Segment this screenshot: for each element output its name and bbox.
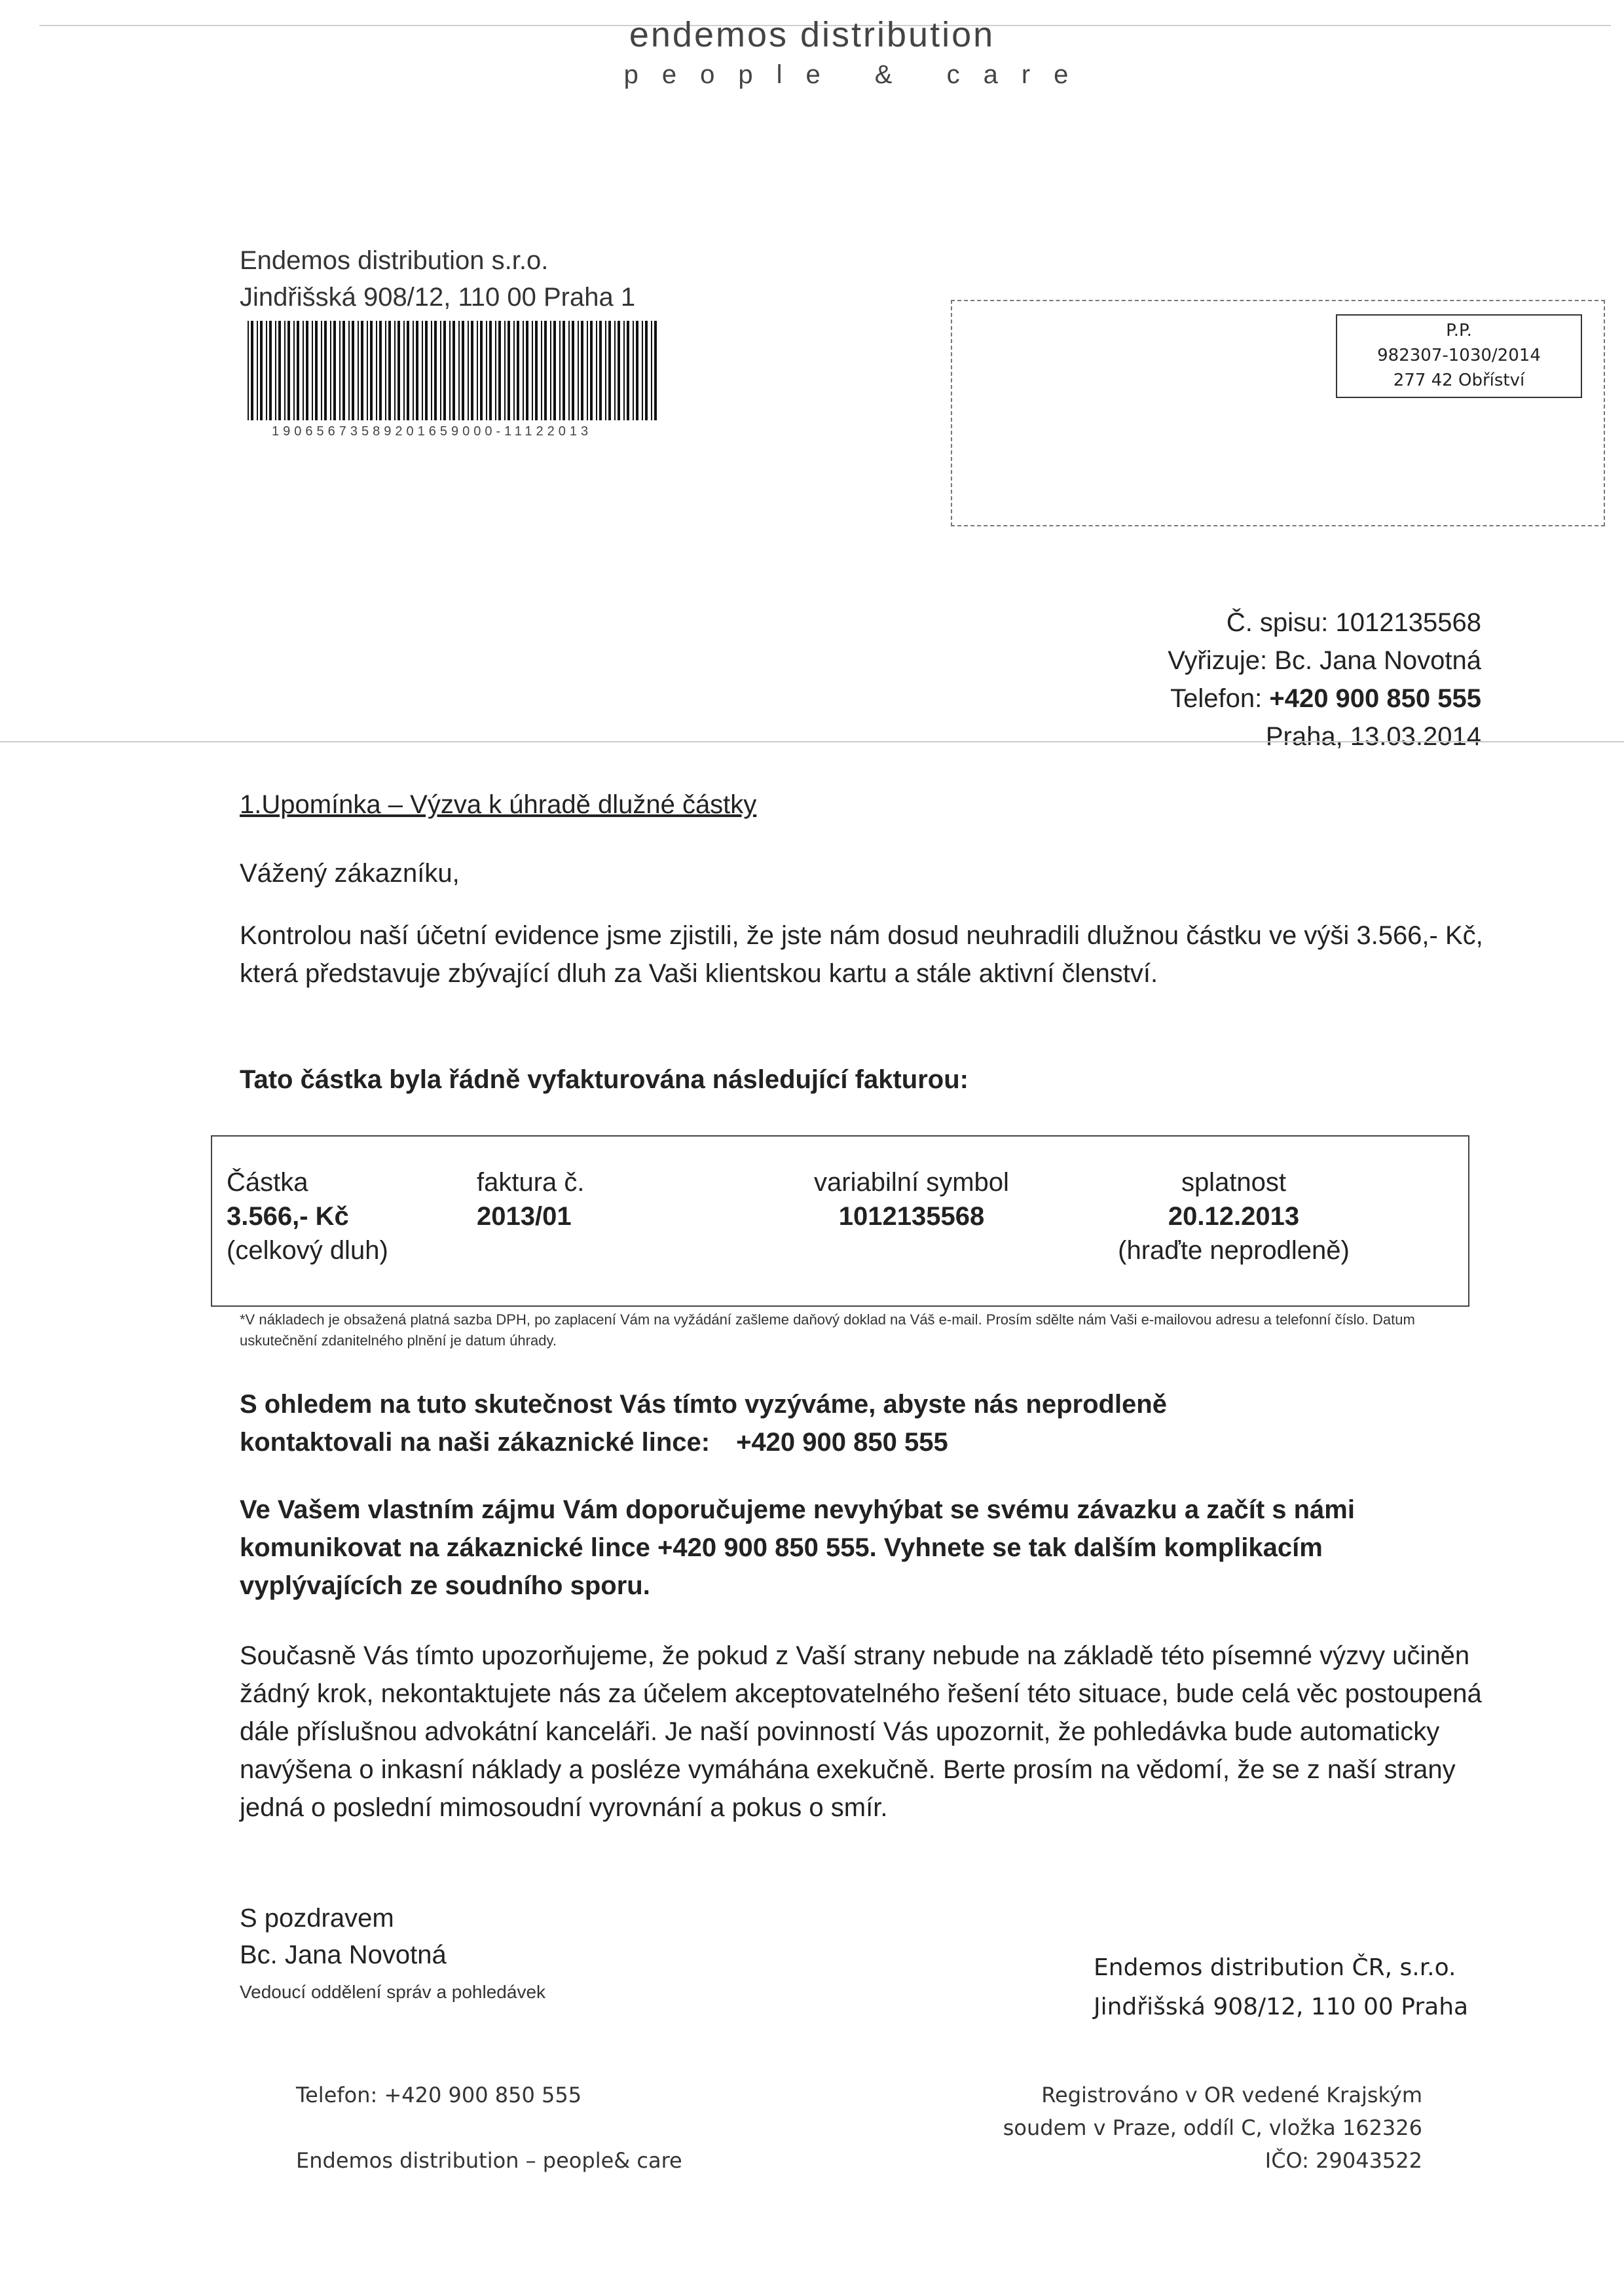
footer-registration-2: soudem v Praze, oddíl C, vložka 162326 <box>1003 2115 1422 2140</box>
phone-label: Telefon: <box>1170 684 1263 713</box>
footer-registration: Registrováno v OR vedené Krajským <box>1041 2083 1422 2107</box>
company-name: Endemos distribution ČR, s.r.o. <box>1094 1954 1456 1981</box>
footer-brand: Endemos distribution – people& care <box>296 2148 682 2173</box>
amount-label: Částka <box>227 1168 308 1197</box>
intro-paragraph: Kontrolou naší účetní evidence jsme zjistili, že jste nám dosud neuhradili dlužnou částku ve výši 3.566,- Kč, která představuje zbývající dluh za Vaši klientskou kartu a stále aktivní členství. <box>240 921 1483 988</box>
scan-line <box>0 741 1624 742</box>
barcode <box>248 321 663 420</box>
vs-label: variabilní symbol <box>814 1168 1009 1197</box>
closing-block <box>240 1900 447 1973</box>
phone-number: +420 900 850 555 <box>1269 684 1481 713</box>
due-note: (hraďte neprodleně) <box>1118 1236 1350 1265</box>
barcode-digits: 19065673589201659000-11122013 <box>272 424 593 439</box>
amount-cell <box>227 1165 388 1267</box>
sender-address: Jindřišská 908/12, 110 00 Praha 1 <box>240 283 636 312</box>
footer-left <box>296 2079 682 2177</box>
contact-call <box>240 1385 1484 1461</box>
due-value: 20.12.2013 <box>1168 1202 1300 1231</box>
due-date-cell <box>1083 1165 1384 1267</box>
contact-call-line2 <box>240 1423 1484 1461</box>
contact-call-line: S ohledem na tuto skutečnost Vás tímto vyzýváme, abyste nás neprodleně <box>240 1390 1167 1419</box>
amount-value: 3.566,- Kč <box>227 1202 349 1231</box>
amount-note: (celkový dluh) <box>227 1236 388 1265</box>
file-info <box>1168 604 1481 756</box>
invoice-intro: Tato částka byla řádně vyfakturována následující fakturou: <box>240 1065 969 1094</box>
footer-right <box>1003 2079 1422 2177</box>
invoice-table <box>211 1135 1469 1307</box>
company-block <box>1094 1948 1468 2027</box>
postage-line: 277 42 Obříství <box>1393 371 1525 390</box>
phone-line <box>1168 680 1481 718</box>
postage-line: 982307-1030/2014 <box>1377 346 1541 365</box>
warning-paragraph: Současně Vás tímto upozorňujeme, že pokud z Vaší strany nebude na základě této písemné výzvy učiněn žádný krok, nekontaktujete nás za účelem akceptovatelného řešení této situace, bude celá věc postoupená dále příslušnou advokátní kanceláři. Je naší povinností Vás upozornit, že pohledávka bude automaticky navýšena o inkasní náklady a posléze vymáhána exekučně. Berte prosím na vědomí, že se z naší strany jedná o poslední mimosoudní vyrovnání a pokus o smír. <box>240 1641 1482 1822</box>
letter-subject: 1.Upomínka – Výzva k úhradě dlužné částky <box>240 790 757 819</box>
company-address: Jindřišská 908/12, 110 00 Praha <box>1094 1994 1469 2020</box>
file-number: Č. spisu: 1012135568 <box>1226 608 1481 637</box>
salutation: Vážený zákazníku, <box>240 859 460 888</box>
logo-title: endemos distribution <box>629 15 995 54</box>
contact-phone: +420 900 850 555 <box>736 1428 948 1457</box>
postage-paid-box <box>1336 314 1582 398</box>
place-date: Praha, 13.03.2014 <box>1265 722 1481 751</box>
postage-line: P.P. <box>1446 321 1472 340</box>
contact-call-text: kontaktovali na naši zákaznické lince: <box>240 1428 710 1457</box>
footer-ico: IČO: 29043522 <box>1264 2148 1422 2173</box>
recommend-paragraph: Ve Vašem vlastním zájmu Vám doporučujeme nevyhýbat se svému závazku a začít s námi komunikovat na zákaznické lince +420 900 850 555. Vyhnete se tak dalším komplikacím vyplývajících ze soudního sporu. <box>240 1495 1355 1600</box>
greeting: S pozdravem <box>240 1904 394 1933</box>
signer-role: Vedoucí oddělení správ a pohledávek <box>240 1982 546 2002</box>
vat-footnote: *V nákladech je obsažená platná sazba DPH, po zaplacení Vám na vyžádání zašleme daňový doklad na Váš e-mail. Prosím sdělte nám Vaši e-mailovou adresu a telefonní číslo. Datum uskutečnění zdanitelného plnění je datum úhrady. <box>240 1311 1415 1349</box>
invoice-number: 2013/01 <box>477 1202 572 1231</box>
signer-name: Bc. Jana Novotná <box>240 1941 447 1969</box>
handled-by: Vyřizuje: Bc. Jana Novotná <box>1168 646 1481 675</box>
logo-subtitle: people & care <box>623 60 1092 89</box>
invoice-label: faktura č. <box>477 1168 585 1197</box>
footer-phone: Telefon: +420 900 850 555 <box>296 2083 582 2107</box>
sender-block <box>240 242 635 316</box>
variable-symbol-cell <box>761 1165 1062 1233</box>
sender-name: Endemos distribution s.r.o. <box>240 246 549 275</box>
due-label: splatnost <box>1181 1168 1287 1197</box>
invoice-number-cell <box>477 1165 585 1233</box>
vs-value: 1012135568 <box>838 1202 985 1231</box>
